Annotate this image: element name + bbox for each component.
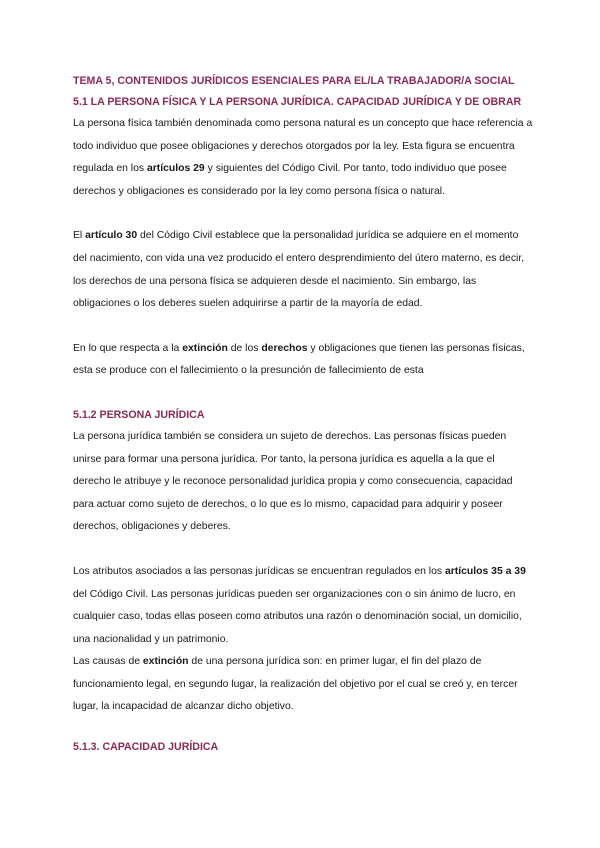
section-heading-persona-juridica: 5.1.2 PERSONA JURÍDICA (73, 408, 205, 421)
spacer (73, 719, 533, 737)
spacer (73, 203, 533, 225)
text-run: En lo que respecta a la (73, 342, 183, 354)
paragraph-persona-juridica: La persona jurídica también se considera un sujeto de derechos. Las personas físicas pueden unirse para formar una persona jurídica. Por tanto, la persona jurídica es aquella a la que el derecho le atribuye y le reconoce personalidad jurídica propia y como consecuencia, capacidad para actuar como sujeto de derechos, o lo que es lo mismo, capacidad para adquirir y poseer derechos, obligaciones y deberes. (73, 430, 513, 533)
section-heading-persona-fisica: 5.1 LA PERSONA FÍSICA Y LA PERSONA JURÍDICA. CAPACIDAD JURÍDICA Y DE OBRAR (73, 96, 522, 108)
bold-text: derechos (261, 342, 308, 354)
document-title: TEMA 5, CONTENIDOS JURÍDICOS ESENCIALES PARA EL/LA TRABAJADOR/A SOCIAL (73, 75, 515, 87)
bold-text: extinción (182, 342, 228, 354)
text-run: Las causas de (73, 656, 143, 668)
document-body (73, 71, 533, 758)
paragraph-causas-extincion (73, 651, 533, 719)
text-run: del Código Civil. Las personas jurídicas pueden ser organizaciones con o sin ánimo de lucro, en cualquier caso, todas ellas poseen como atributos una razón o denominación social, un domicilio, una nacionalidad y un patrimonio. (73, 588, 522, 645)
paragraph-articulo-30 (73, 225, 533, 315)
text-run: de los (227, 342, 262, 354)
text-run: y siguientes del Código Civil. Por tanto, todo individuo que posee derechos y obligaciones es considerado por la ley como persona física o natural. (73, 163, 507, 197)
text-run: Los atributos asociados a las personas jurídicas se encuentran regulados en los (73, 565, 445, 577)
text-run: de una persona jurídica son: en primer lugar, el fin del plazo de funcionamiento legal, en segundo lugar, la realización del objetivo por el cual se creó y, en tercer lugar, la incapacidad de alcanzar dicho objetivo. (73, 656, 518, 713)
spacer (73, 539, 533, 561)
bold-text: artículos 35 a 39 (444, 565, 526, 577)
section-heading-capacidad-juridica: 5.1.3. CAPACIDAD JURÍDICA (73, 741, 219, 754)
bold-text: extinción (142, 656, 189, 668)
paragraph-atributos (73, 561, 533, 651)
text-run: El (73, 230, 86, 242)
text-run: y obligaciones que tienen las personas físicas, esta se produce con el fallecimiento o la presunción de fallecimiento de esta (73, 342, 525, 377)
paragraph-persona-fisica (73, 113, 533, 203)
text-run: La persona física también denominada como persona natural es un concepto que hace referencia a todo individuo que posee obligaciones y derechos otorgados por la ley. Esta figura se encuentra regulada en los (73, 118, 533, 175)
bold-text: artículo 30 (85, 230, 138, 242)
spacer (73, 316, 533, 338)
text-run: del Código Civil establece que la personalidad jurídica se adquiere en el momento del nacimiento, con vida una vez producido el entero desprendimiento del útero materno, es decir, los derechos de una persona física se adquieren desde el nacimiento. Sin embargo, las obligaciones o los deberes suelen adquirirse a partir de la mayoría de edad. (73, 230, 525, 310)
spacer (73, 383, 533, 405)
bold-text: artículos 29 (146, 163, 205, 175)
paragraph-extincion-derechos (73, 338, 533, 383)
